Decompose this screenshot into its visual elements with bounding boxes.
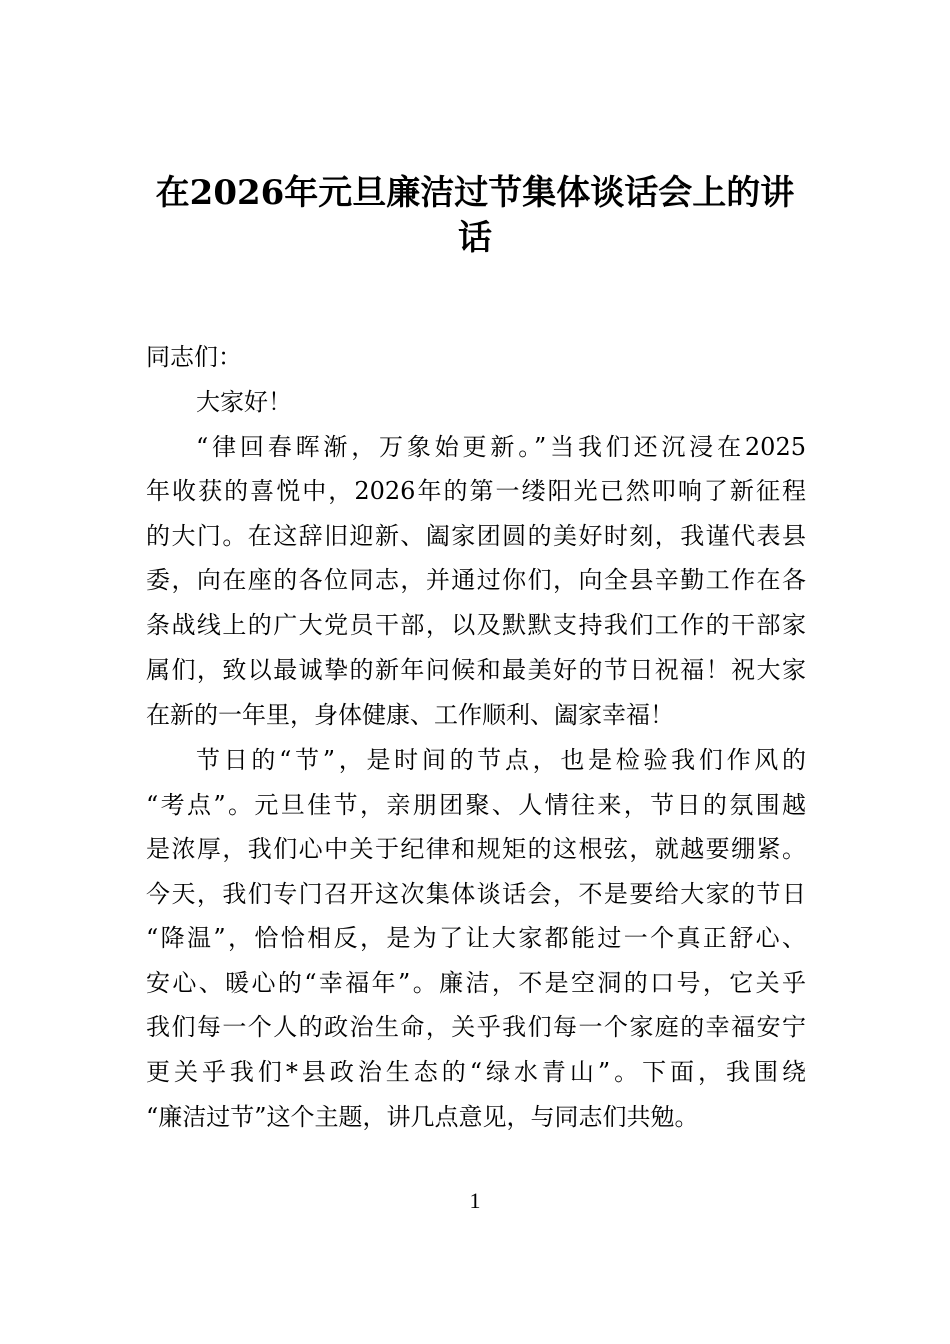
paragraph-line: 更关乎我们*县政治生态的“绿水青山”。下面，我围绕 — [146, 1058, 806, 1086]
paragraph-line: 委，向在座的各位同志，并通过你们，向全县辛勤工作在各 — [146, 566, 806, 594]
paragraph-line: 属们，致以最诚挚的新年问候和最美好的节日祝福！祝大家 — [146, 656, 806, 684]
document-title-line-2: 话 — [458, 218, 492, 258]
paragraph-line: “廉洁过节”这个主题，讲几点意见，与同志们共勉。 — [146, 1103, 699, 1131]
paragraph-line: 节日的“节”，是时间的节点，也是检验我们作风的 — [196, 746, 806, 774]
paragraph-line: 的大门。在这辞旧迎新、阖家团圆的美好时刻，我谨代表县 — [146, 522, 806, 550]
page-number: 1 — [469, 1188, 481, 1213]
document-title-line-1: 在2026年元旦廉洁过节集体谈话会上的讲 — [155, 173, 795, 213]
paragraph-line: 年收获的喜悦中，2026年的第一缕阳光已然叩响了新征程 — [146, 477, 806, 505]
paragraph-line: 是浓厚，我们心中关于纪律和规矩的这根弦，就越要绷紧。 — [146, 835, 806, 863]
paragraph-line: 安心、暖心的“幸福年”。廉洁，不是空洞的口号，它关乎 — [146, 969, 806, 997]
paragraph-line: 今天，我们专门召开这次集体谈话会，不是要给大家的节日 — [146, 880, 806, 908]
paragraph-line: “考点”。元旦佳节，亲朋团聚、人情往来，节日的氛围越 — [146, 791, 806, 819]
paragraph-line: 在新的一年里，身体健康、工作顺利、阖家幸福！ — [146, 701, 674, 729]
salutation: 同志们： — [146, 343, 242, 371]
paragraph-line: 我们每一个人的政治生命，关乎我们每一个家庭的幸福安宁 — [146, 1013, 806, 1041]
paragraph-line: “降温”，恰恰相反，是为了让大家都能过一个真正舒心、 — [146, 924, 806, 952]
paragraph-line: “律回春晖渐，万象始更新。”当我们还沉浸在2025 — [196, 433, 806, 461]
paragraph-line: 条战线上的广大党员干部，以及默默支持我们工作的干部家 — [146, 611, 806, 639]
greeting: 大家好！ — [196, 388, 292, 416]
